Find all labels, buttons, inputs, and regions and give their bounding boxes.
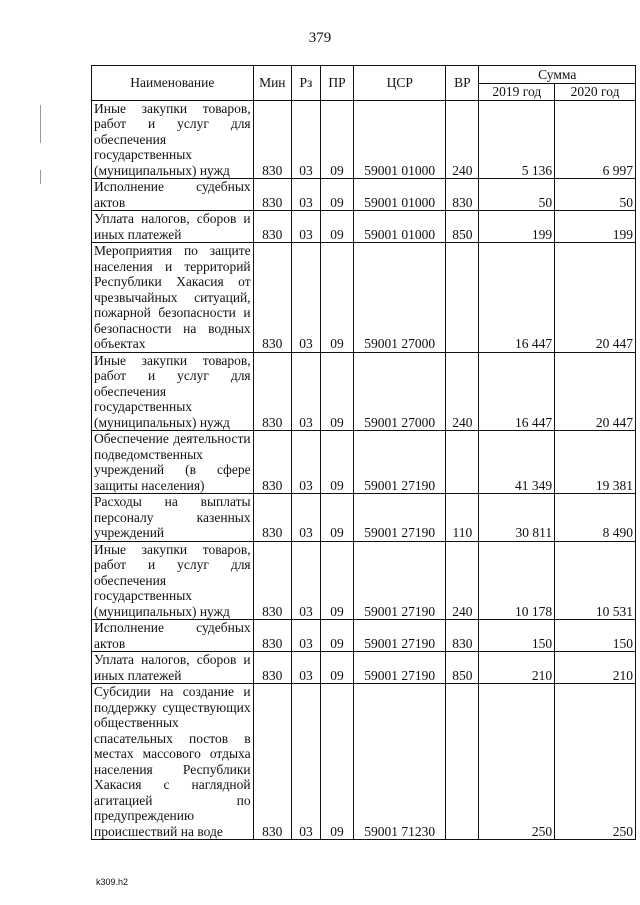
row-rz: 03 (291, 541, 320, 620)
row-sum-2019: 41 349 (479, 431, 555, 494)
row-sum-2019: 10 178 (479, 541, 555, 620)
row-min: 830 (253, 243, 291, 353)
row-sum-2020: 10 531 (555, 541, 636, 620)
header-csr: ЦСР (354, 66, 446, 101)
row-sum-2019: 16 447 (479, 352, 555, 431)
row-pr: 09 (320, 211, 353, 243)
row-name: Обеспечение деятельности подведомственных учреждений (в сфере защиты населения) (92, 431, 254, 494)
table-row (92, 431, 636, 494)
row-csr: 59001 01000 (354, 179, 446, 211)
row-sum-2020: 150 (555, 620, 636, 652)
row-pr: 09 (320, 494, 353, 542)
row-csr: 59001 27190 (354, 541, 446, 620)
row-rz: 03 (291, 652, 320, 684)
row-vr (446, 243, 479, 353)
row-name: Иные закупки товаров, работ и услуг для обеспечения государственных (муниципальных) нужд (92, 100, 254, 179)
table-body (92, 100, 636, 840)
row-vr (446, 684, 479, 840)
row-min: 830 (253, 541, 291, 620)
table-row (92, 100, 636, 179)
scan-margin-mark (40, 105, 41, 143)
row-sum-2020: 199 (555, 211, 636, 243)
row-name: Уплата налогов, сборов и иных платежей (92, 652, 254, 684)
row-vr: 830 (446, 179, 479, 211)
row-vr: 110 (446, 494, 479, 542)
row-rz: 03 (291, 684, 320, 840)
row-csr: 59001 71230 (354, 684, 446, 840)
row-sum-2019: 5 136 (479, 100, 555, 179)
page-number: 379 (308, 30, 332, 46)
row-sum-2020: 210 (555, 652, 636, 684)
row-min: 830 (253, 100, 291, 179)
table-row (92, 179, 636, 211)
table-row (92, 211, 636, 243)
row-vr: 240 (446, 541, 479, 620)
row-vr: 850 (446, 211, 479, 243)
row-min: 830 (253, 652, 291, 684)
table-row (92, 652, 636, 684)
row-sum-2019: 210 (479, 652, 555, 684)
row-name: Исполнение судебных актов (92, 620, 254, 652)
row-csr: 59001 27190 (354, 652, 446, 684)
row-csr: 59001 27000 (354, 243, 446, 353)
row-pr: 09 (320, 352, 353, 431)
row-vr: 240 (446, 352, 479, 431)
scan-margin-mark (40, 170, 41, 184)
row-rz: 03 (291, 352, 320, 431)
row-sum-2020: 6 997 (555, 100, 636, 179)
header-rz: Рз (291, 66, 320, 101)
row-name: Иные закупки товаров, работ и услуг для обеспечения государственных (муниципальных) нужд (92, 541, 254, 620)
row-sum-2020: 8 490 (555, 494, 636, 542)
row-sum-2019: 250 (479, 684, 555, 840)
row-min: 830 (253, 352, 291, 431)
row-name: Иные закупки товаров, работ и услуг для обеспечения государственных (муниципальных) нужд (92, 352, 254, 431)
header-vr: ВР (446, 66, 479, 101)
row-rz: 03 (291, 620, 320, 652)
row-pr: 09 (320, 100, 353, 179)
row-rz: 03 (291, 431, 320, 494)
row-rz: 03 (291, 211, 320, 243)
row-min: 830 (253, 431, 291, 494)
row-sum-2019: 199 (479, 211, 555, 243)
row-csr: 59001 01000 (354, 100, 446, 179)
table-row (92, 541, 636, 620)
row-sum-2020: 250 (555, 684, 636, 840)
row-min: 830 (253, 620, 291, 652)
row-csr: 59001 01000 (354, 211, 446, 243)
table-row (92, 352, 636, 431)
row-vr: 850 (446, 652, 479, 684)
row-name: Субсидии на создание и поддержку существующих общественных спасательных постов в местах массового отдыха населения Республики Хакасия с наглядной агитацией по предупреждению происшествий на воде (92, 684, 254, 840)
header-year-2019: 2019 год (479, 84, 555, 101)
row-csr: 59001 27000 (354, 352, 446, 431)
row-rz: 03 (291, 243, 320, 353)
row-pr: 09 (320, 684, 353, 840)
row-pr: 09 (320, 541, 353, 620)
row-min: 830 (253, 179, 291, 211)
row-sum-2019: 50 (479, 179, 555, 211)
row-vr: 830 (446, 620, 479, 652)
row-vr (446, 431, 479, 494)
row-sum-2020: 20 447 (555, 243, 636, 353)
row-rz: 03 (291, 100, 320, 179)
header-min: Мин (253, 66, 291, 101)
row-min: 830 (253, 684, 291, 840)
row-sum-2019: 16 447 (479, 243, 555, 353)
row-name: Расходы на выплаты персоналу казенных учреждений (92, 494, 254, 542)
row-csr: 59001 27190 (354, 431, 446, 494)
row-pr: 09 (320, 652, 353, 684)
row-vr: 240 (446, 100, 479, 179)
table-row (92, 494, 636, 542)
row-sum-2020: 50 (555, 179, 636, 211)
row-pr: 09 (320, 179, 353, 211)
row-pr: 09 (320, 243, 353, 353)
table-row (92, 620, 636, 652)
footer-code: k309.h2 (96, 877, 129, 887)
header-name: Наименование (92, 66, 254, 101)
header-pr: ПР (320, 66, 353, 101)
budget-table (91, 65, 636, 840)
header-year-2020: 2020 год (555, 84, 636, 101)
header-sum: Сумма (479, 66, 636, 84)
table-row (92, 684, 636, 840)
row-pr: 09 (320, 431, 353, 494)
row-rz: 03 (291, 494, 320, 542)
row-min: 830 (253, 494, 291, 542)
row-csr: 59001 27190 (354, 494, 446, 542)
table-row (92, 243, 636, 353)
row-csr: 59001 27190 (354, 620, 446, 652)
row-name: Мероприятия по защите населения и территорий Республики Хакасия от чрезвычайных ситуаций, пожарной безопасности и безопасности на водных объектах (92, 243, 254, 353)
row-min: 830 (253, 211, 291, 243)
row-pr: 09 (320, 620, 353, 652)
row-name: Исполнение судебных актов (92, 179, 254, 211)
row-sum-2019: 150 (479, 620, 555, 652)
row-name: Уплата налогов, сборов и иных платежей (92, 211, 254, 243)
row-rz: 03 (291, 179, 320, 211)
row-sum-2020: 20 447 (555, 352, 636, 431)
row-sum-2020: 19 381 (555, 431, 636, 494)
row-sum-2019: 30 811 (479, 494, 555, 542)
